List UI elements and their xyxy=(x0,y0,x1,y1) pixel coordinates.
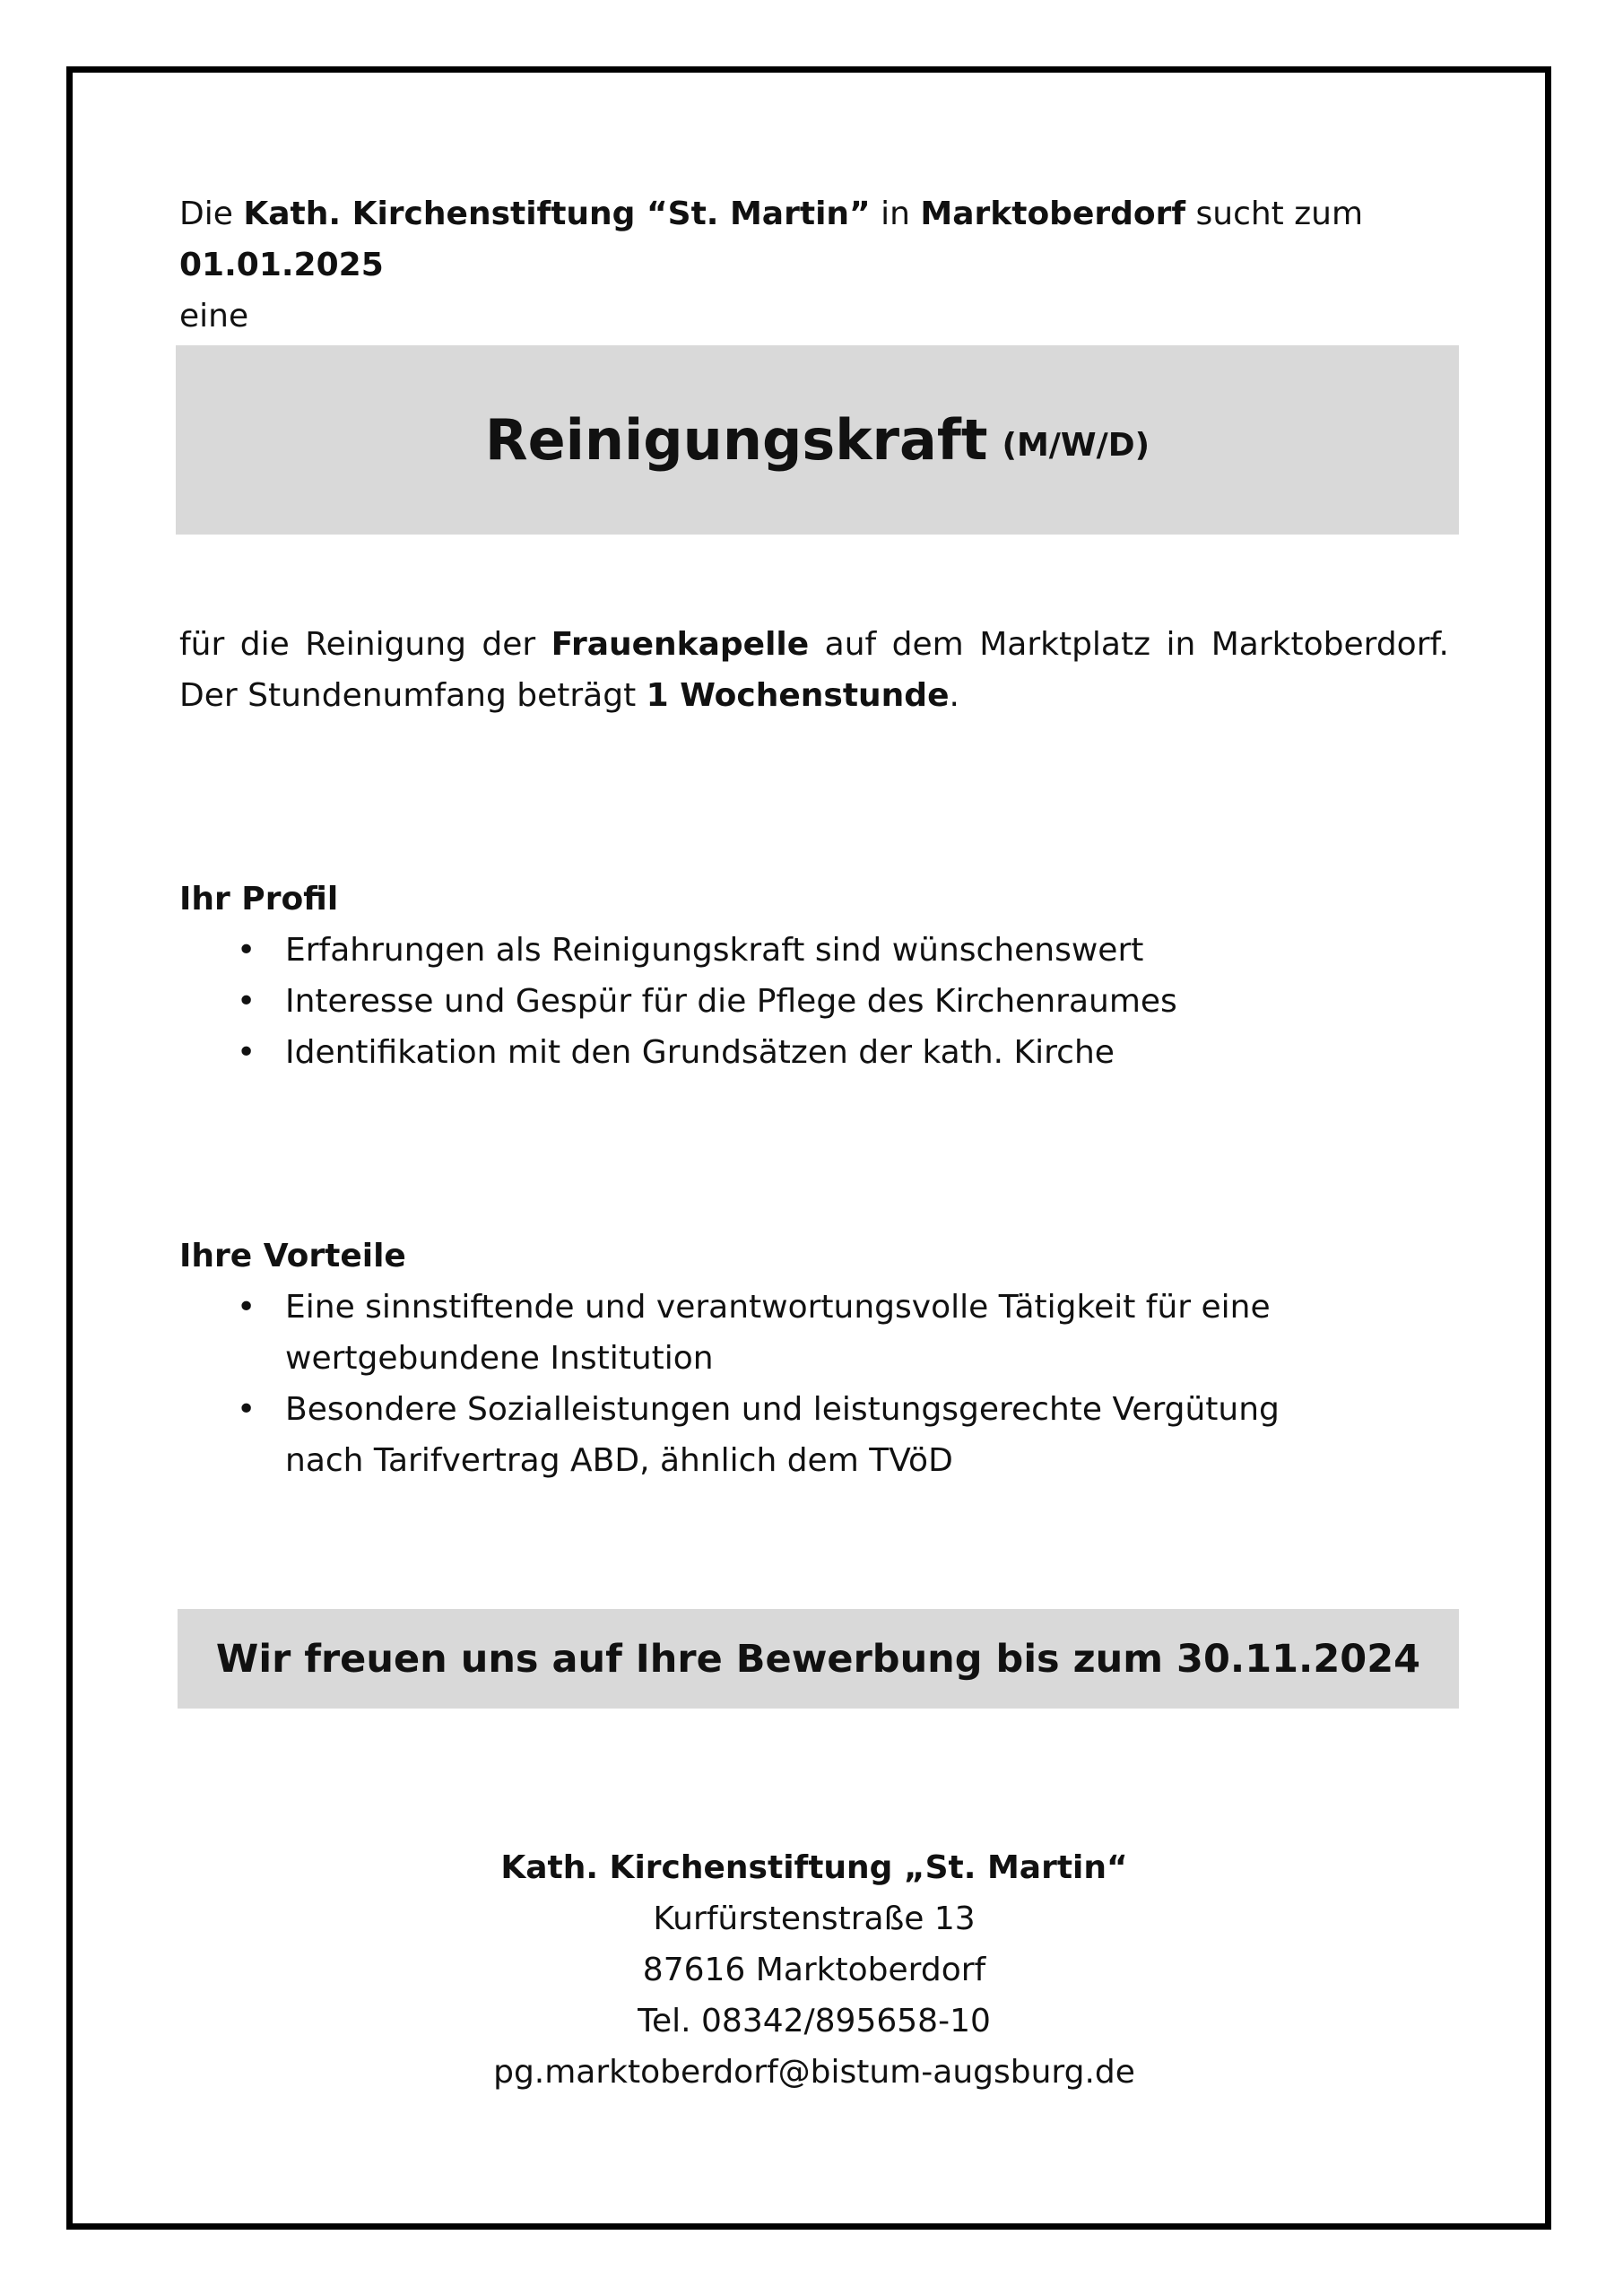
benefits-heading: Ihre Vorteile xyxy=(179,1238,406,1274)
job-title-gender-suffix: (M/W/D) xyxy=(1002,427,1150,464)
contact-block xyxy=(179,1842,1449,2098)
list-item-text: Interesse und Gespür für die Pflege des Kirchenraumes xyxy=(285,983,1177,1020)
profile-list xyxy=(179,925,1363,1078)
intro-organization: Kath. Kirchenstiftung “St. Martin” xyxy=(243,196,871,232)
job-title-banner xyxy=(176,345,1459,535)
job-title: Reinigungskraft xyxy=(484,407,988,473)
benefits-list xyxy=(179,1282,1363,1486)
job-description xyxy=(179,619,1449,721)
description-text: für die Reinigung der xyxy=(179,626,551,663)
intro-text: sucht zum xyxy=(1185,196,1364,232)
list-item xyxy=(179,1282,1363,1384)
bullet-icon: • xyxy=(237,1289,256,1326)
intro-line-1 xyxy=(179,188,1449,291)
contact-street: Kurfürstenstraße 13 xyxy=(653,1900,976,1937)
list-item-text: Erfahrungen als Reinigungskraft sind wünschenswert xyxy=(285,932,1144,969)
list-item-text: Identifikation mit den Grundsätzen der kath. Kirche xyxy=(285,1034,1115,1071)
contact-city: 87616 Marktoberdorf xyxy=(642,1952,986,1988)
description-text: auf dem Marktplatz in Marktoberdorf. Der Stundenumfang beträgt xyxy=(179,626,1450,714)
contact-organization: Kath. Kirchenstiftung „St. Martin“ xyxy=(500,1849,1128,1886)
intro-paragraph xyxy=(179,188,1449,342)
description-text: . xyxy=(949,677,959,714)
intro-text: Die xyxy=(179,196,244,232)
list-item xyxy=(179,1384,1363,1486)
intro-start-date: 01.01.2025 xyxy=(179,247,384,283)
bullet-icon: • xyxy=(237,932,256,969)
contact-phone: Tel. 08342/895658-10 xyxy=(638,2003,991,2039)
list-item xyxy=(179,976,1363,1027)
list-item-text: Eine sinnstiftende und verantwortungsvolle Tätigkeit für eine wertgebundene Institution xyxy=(285,1289,1271,1377)
list-item-text: Besondere Sozialleistungen und leistungsgerechte Vergütung nach Tarifvertrag ABD, ähnlich dem TVöD xyxy=(285,1391,1280,1479)
intro-line-2: eine xyxy=(179,298,249,335)
bullet-icon: • xyxy=(237,1034,256,1071)
application-deadline-text: Wir freuen uns auf Ihre Bewerbung bis zum 30.11.2024 xyxy=(215,1636,1421,1682)
intro-city: Marktoberdorf xyxy=(920,196,1186,232)
bullet-icon: • xyxy=(237,1391,256,1428)
list-item xyxy=(179,925,1363,976)
contact-email: pg.marktoberdorf@bistum-augsburg.de xyxy=(493,2054,1135,2091)
list-item xyxy=(179,1027,1363,1078)
intro-text: in xyxy=(870,196,921,232)
description-hours: 1 Wochenstunde xyxy=(646,677,950,714)
profile-heading: Ihr Profil xyxy=(179,881,339,918)
description-place: Frauenkapelle xyxy=(551,626,810,663)
bullet-icon: • xyxy=(237,983,256,1020)
application-deadline-banner xyxy=(178,1609,1459,1709)
